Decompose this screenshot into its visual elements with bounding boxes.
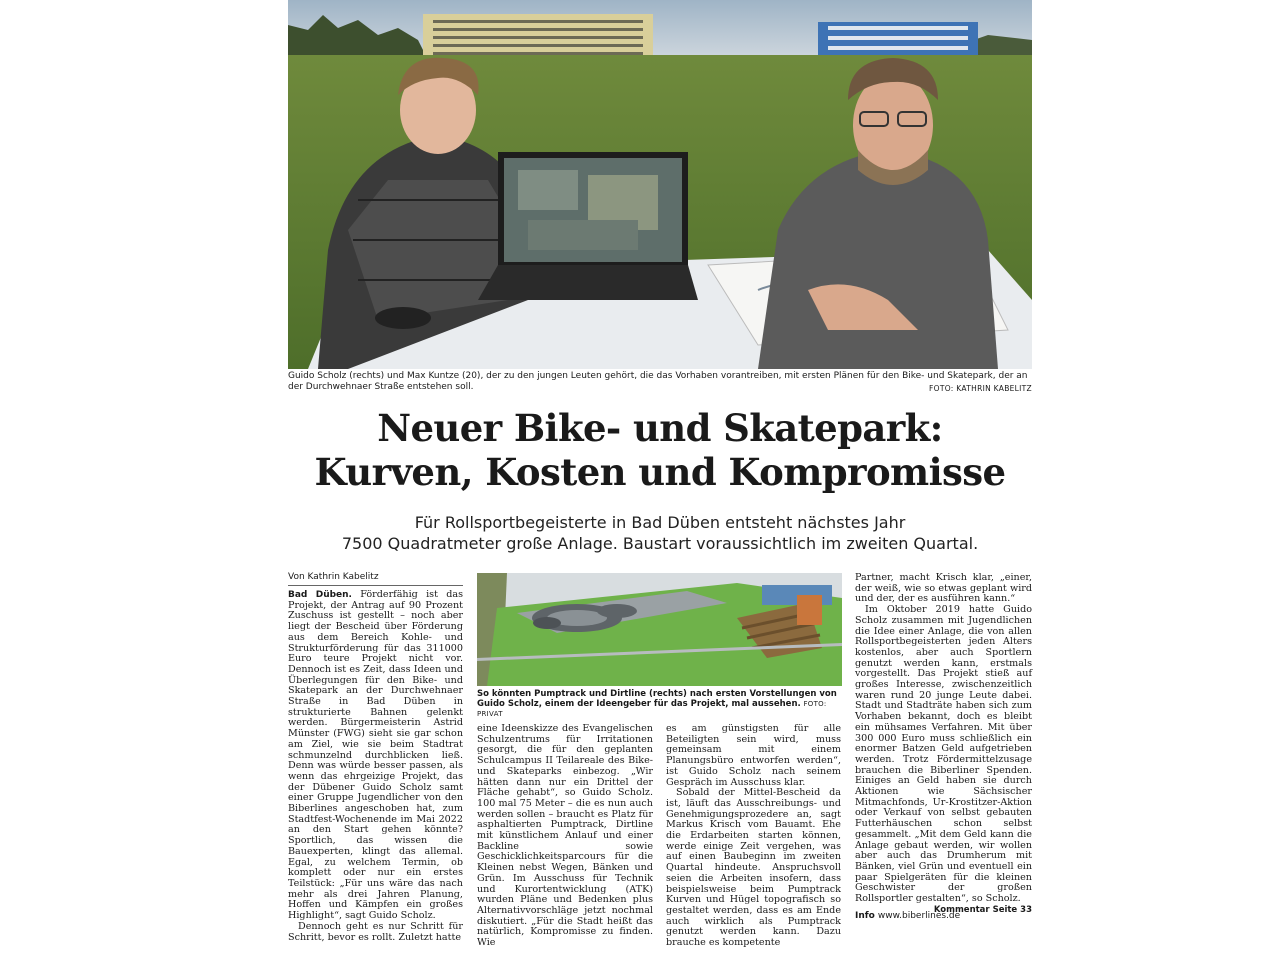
article-paragraph [855,604,1032,915]
hero-photo-illustration [288,0,1032,369]
dateline: Bad Düben. [288,590,352,600]
newspaper-page [288,0,1032,960]
info-link[interactable]: www.biberlines.de [877,911,961,921]
article-paragraph [288,590,463,922]
paragraph-text: Förderfähig ist das Projekt, der Antrag auf 90 Prozent Zuschuss ist gestellt – noch aber liegt der Bescheid über Förderung aus dem Bereich Kohle- und Strukturförderung für das 311000 Euro teure Projekt nicht vor. Dennoch ist es Zeit, dass Ideen und Überlegungen für den Bike- und Skatepark an der Durchwehnaer Straße in Bad Düben in strukturierte Bahnen gelenkt werden. Bürgermeisterin Astrid Münster (FWG) sieht sie gar schon am Ziel, wie sie beim Stadtrat schmunzelnd durchblicken ließ. Denn was würde besser passen, als wenn das ehrgeizige Projekt, das der Dübener Guido Scholz samt einer Gruppe Jugendlicher von den Biberlines angeschoben hat, zum Stadtfest-Wochenende im Mai 2022 an den Start gehen könnte? Sportlich, das wissen die Bauexperten, klingt das allemal. Egal, zu welchem Termin, ob komplett oder nur ein erstes Teilstück: „Für uns wäre das nach mehr als drei Jahren Planung, Hoffen und Kämpfen ein großes Highlight“, sagt Guido Scholz. [288,589,463,922]
article-paragraph: es am günstigsten für alle Beteiligten sein wird, muss gemeinsam mit einem Planungsbüro entworfen werden“, ist Guido Scholz nach seinem Gespräch im Ausschuss klar. [666,723,841,788]
headline-line-1: Neuer Bike- und Skatepark: [377,406,943,450]
rendering-caption [477,689,842,719]
subheadline-line-1: Für Rollsportbegeisterte in Bad Düben entsteht nächstes Jahr [414,513,906,532]
photo-credit: FOTO: KATHRIN KABELITZ [929,384,1032,393]
article-column-1 [288,590,463,943]
subheadline-line-2: 7500 Quadratmeter große Anlage. Baustart voraussichtlich im zweiten Quartal. [341,534,979,553]
photo-caption-text: Guido Scholz (rechts) und Max Kuntze (20), der zu den jungen Leuten gehört, die das Vorhaben vorantreiben, mit ersten Plänen für den Bike- und Skatepark, der an der Durchwehnaer Straße entstehen soll. [288,371,1028,392]
article-column-2 [477,724,653,949]
headline-line-2: Kurven, Kosten und Kompromisse [314,450,1006,494]
info-line [855,911,960,921]
article-column-4 [855,573,1032,916]
photo-caption [288,371,1032,394]
article-paragraph: eine Ideenskizze des Evangelischen Schulzentrums für Irritationen gesorgt, die für den geplanten Schulcampus II Teilareale des Bike- und Skateparks einbezog. „Wir hätten dann nur ein Drittel der Fläche gehabt“, so Guido Scholz. 100 mal 75 Meter – die es nun auch werden sollen – braucht es Platz für asphaltierten Pumptrack, Dirtline mit künstlichem Anlauf und einer Backline sowie Geschicklichkeitsparcours für die Kleinen nebst Wegen, Bänken und Grün. Im Ausschuss für Technik und Kurortentwicklung (ATK) wurden Pläne und Bedenken plus Alternativvorschläge jetzt nochmal diskutiert. „Für die Stadt heißt das natürlich, Kompromisse zu finden. Wie [477,723,653,949]
rendering-caption-text: So könnten Pumptrack und Dirtline (rechts) nach ersten Vorstellungen von Guido Scholz, einem der Ideengeber für das Projekt, mal aussehen. [477,689,837,709]
headline [288,406,1032,494]
rendering-credit: FOTO: PRIVAT [477,700,827,718]
subheadline [288,512,1032,554]
article-paragraph: Dennoch geht es nur Schritt für Schritt, bevor es rollt. Zuletzt hatte [288,920,463,943]
article-paragraph: Partner, macht Krisch klar, „einer, der weiß, wie so etwas geplant wird und der, der es ausführen kann.“ [855,572,1032,605]
park-rendering [477,573,842,686]
article-paragraph: Sobald der Mittel-Bescheid da ist, läuft das Ausschreibungs- und Genehmigungsprozedere an, sagt Markus Krisch vom Bauamt. Ehe die Erdarbeiten starten können, werde einige Zeit vergehen, was auf einen Baubeginn im zweiten Quartal hindeute. Anspruchsvoll seien die Arbeiten insofern, dass beispielsweise beim Pumptrack Kurven und Hügel topografisch so gestaltet werden, dass es am Ende auch wirklich als Pumptrack genutzt werden kann. Dazu brauche es kompetente [666,787,841,949]
article-column-3 [666,724,841,949]
paragraph-text: Im Oktober 2019 hatte Guido Scholz zusammen mit Jugendlichen die Idee einer Anlage, die von allen Rollsportbegeisterten jeden Alters kostenlos, aber auch Sportlern genutzt werden kann, erstmals vorgestellt. Das Projekt stieß auf großes Interesse, zwischenzeitlich waren rund 20 junge Leute dabei. Stadt und Stadträte haben sich zum Vorhaben bekannt, doch es bleibt ein mühsames Verfahren. Mit über 300 000 Euro muss schließlich ein enormer Batzen Geld aufgetrieben werden. Trotz Fördermittelzusage brauchen die Biberliner Spenden. Einiges an Geld haben sie durch Aktionen wie Sächsischer Mitmachfonds, Ur-Krostitzer-Aktion oder Verkauf von selbst gebauten Futterhäuschen schon selbst gesammelt. „Mit dem Geld kann die Anlage gebaut werden, wir wollen aber auch das Drumherum mit Bänken, viel Grün und eventuell ein paar Spielgeräten für die kleinen Geschwister der großen Rollsportler gestalten“, so Scholz. [855,604,1032,905]
author-byline: Von Kathrin Kabelitz [288,572,463,586]
comment-reference: Kommentar Seite 33 [933,904,1032,915]
info-label: Info [855,911,875,921]
hero-photo [288,0,1032,369]
park-rendering-illustration [477,573,842,686]
